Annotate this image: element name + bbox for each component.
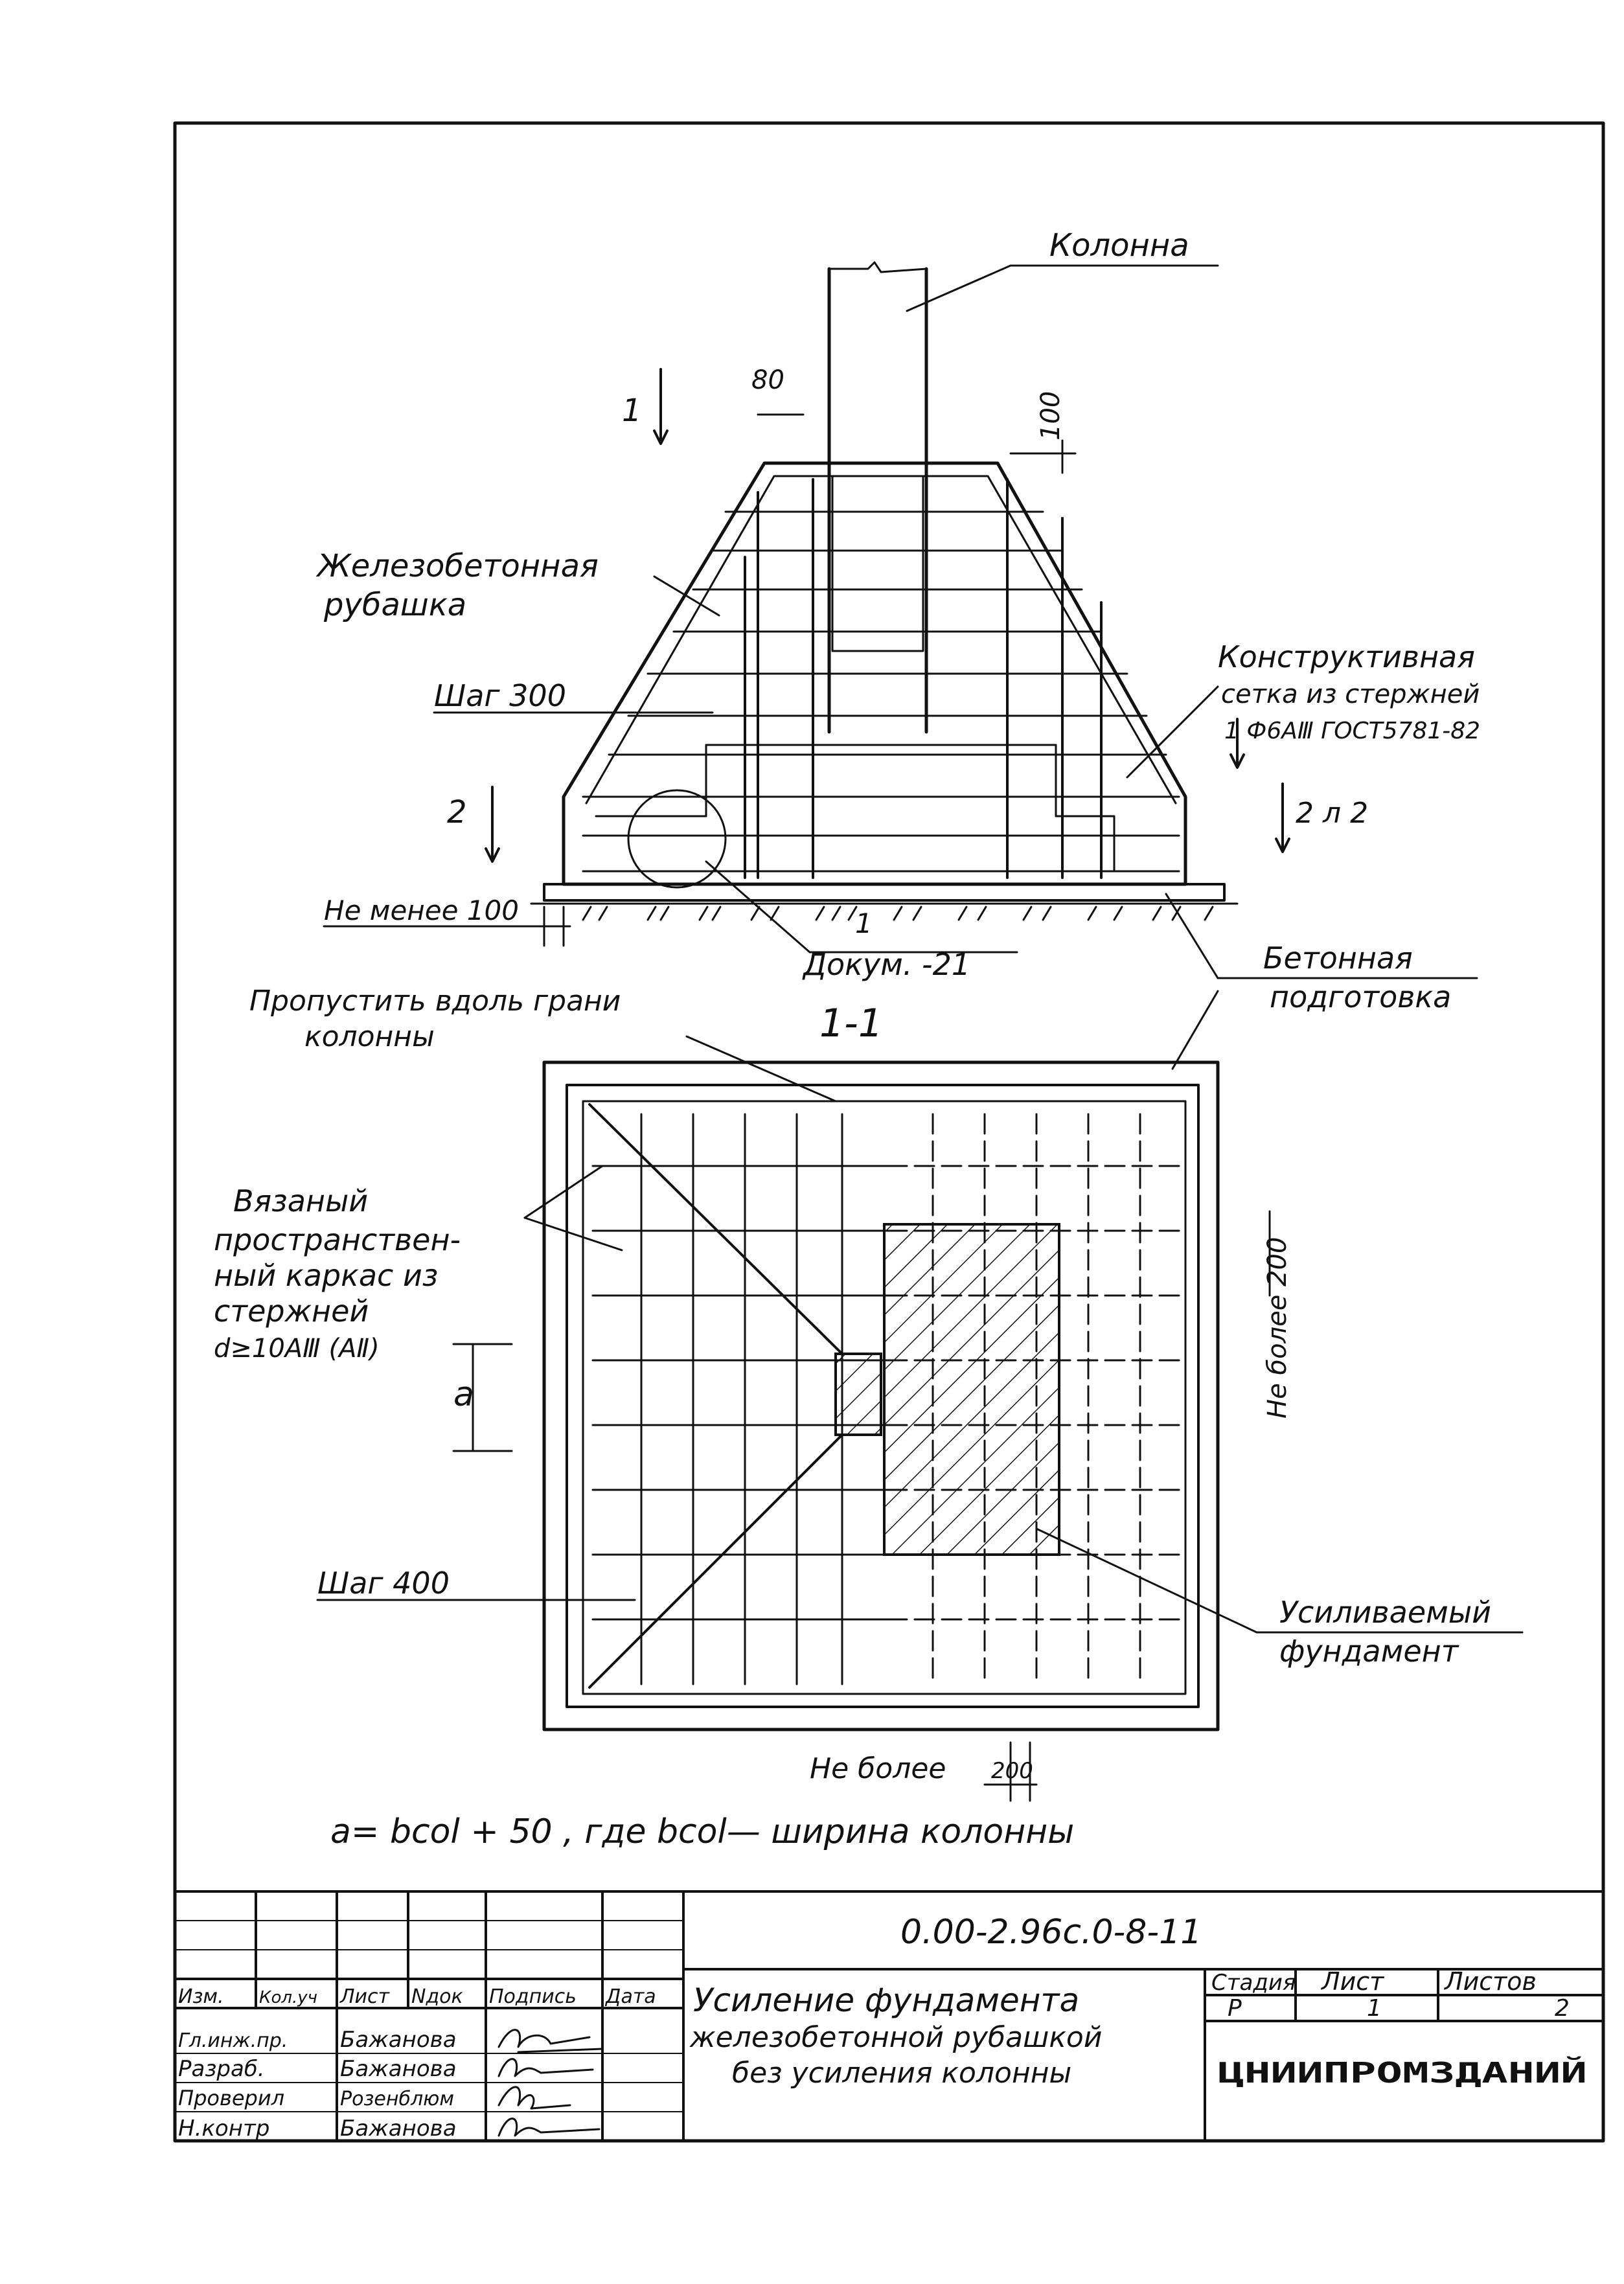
role-razrab: Разраб. bbox=[178, 2056, 265, 2082]
organization: ЦНИИПРОМЗДАНИЙ bbox=[1218, 2057, 1458, 2090]
leader-mesh bbox=[1127, 687, 1218, 777]
label-max-200-bottom: Не более bbox=[810, 1752, 946, 1785]
name-proveril: Розенблюм bbox=[340, 2088, 455, 2110]
label-step-400: Шаг 400 bbox=[317, 1566, 450, 1601]
section-title: 1-1 bbox=[819, 1001, 883, 1046]
label-mesh-1: Конструктивная bbox=[1218, 639, 1475, 674]
name-razrab: Бажанова bbox=[340, 2056, 457, 2082]
label-max-200-right: Не более 200 bbox=[1263, 1237, 1292, 1419]
name-gip: Бажанова bbox=[340, 2027, 457, 2053]
detail-circle bbox=[628, 790, 726, 887]
title-line-3: без усиления колонны bbox=[732, 2057, 1072, 2090]
column-section-hatch bbox=[836, 1354, 881, 1435]
plan-diagonal-top bbox=[589, 1104, 842, 1354]
sheets-value: 2 bbox=[1555, 1995, 1570, 2022]
column-in-jacket bbox=[832, 476, 923, 651]
col-header-list: Лист bbox=[340, 1985, 390, 2008]
label-mesh-2: сетка из стержней bbox=[1221, 679, 1480, 709]
label-section-1: 1 bbox=[622, 393, 642, 429]
sheets-label: Листов bbox=[1445, 1967, 1537, 1996]
leader-column bbox=[907, 266, 1011, 311]
col-header-ndok: Nдок bbox=[411, 1985, 463, 2008]
label-concrete-prep-2: подготовка bbox=[1270, 979, 1452, 1014]
label-pass-along-1: Пропустить вдоль грани bbox=[249, 985, 621, 1018]
plan-view bbox=[317, 991, 1522, 1801]
label-dokum-mark: 1 bbox=[855, 908, 873, 939]
plan-diagonal-bottom bbox=[589, 1435, 842, 1687]
label-max-200-bottom-val: 200 bbox=[991, 1758, 1033, 1784]
label-dim-a: a bbox=[453, 1375, 474, 1414]
sheet-value: 1 bbox=[1367, 1995, 1382, 2022]
formula: a= bcol + 50 , где bcol— ширина колонны bbox=[330, 1812, 1075, 1851]
label-cage-3: ный каркас из bbox=[214, 1258, 439, 1293]
label-dim-100: 100 bbox=[1036, 391, 1066, 440]
label-section-2-right: 2 л 2 bbox=[1296, 797, 1369, 830]
label-column: Колонна bbox=[1049, 227, 1189, 264]
leader-pass-along bbox=[687, 1036, 836, 1101]
role-nkontr: Н.контр bbox=[178, 2116, 270, 2141]
ground-hatch bbox=[583, 907, 1213, 920]
strengthened-foundation-hatch bbox=[884, 1224, 1059, 1555]
section-marks bbox=[486, 369, 1289, 862]
label-concrete-prep-1: Бетонная bbox=[1263, 941, 1413, 976]
label-section-2-left: 2 bbox=[447, 794, 467, 830]
title-line-2: железобетонной рубашкой bbox=[690, 2021, 1103, 2054]
col-header-kol: Кол.уч bbox=[259, 1988, 317, 2007]
label-strengthened-1: Усиливаемый bbox=[1279, 1595, 1492, 1630]
role-proveril: Проверил bbox=[178, 2086, 285, 2110]
old-footing-outline bbox=[596, 745, 1114, 871]
leader-prep bbox=[1166, 894, 1218, 978]
concrete-prep-slab bbox=[544, 884, 1224, 900]
label-rc-jacket-2: рубашка bbox=[324, 587, 467, 623]
label-pass-along-2: колонны bbox=[304, 1020, 435, 1053]
col-header-data: Дата bbox=[606, 1985, 656, 2008]
leader-prep-plan bbox=[1172, 991, 1218, 1069]
label-cage-5: d≥10AⅢ (AⅡ) bbox=[214, 1334, 380, 1364]
name-nkontr: Бажанова bbox=[340, 2116, 457, 2141]
label-strengthened-2: фундамент bbox=[1279, 1634, 1459, 1669]
elevation-view bbox=[324, 262, 1477, 978]
stage-label: Стадия bbox=[1211, 1970, 1296, 1996]
leader-cage-2 bbox=[525, 1218, 622, 1250]
label-min-100: Не менее 100 bbox=[324, 895, 519, 926]
role-gip: Гл.инж.пр. bbox=[178, 2029, 288, 2052]
column-break-line bbox=[829, 262, 926, 272]
label-cage-1: Вязаный bbox=[233, 1183, 369, 1218]
stage-value: Р bbox=[1228, 1995, 1242, 2022]
label-mesh-3: 1 Ф6АⅢ ГОСТ5781-82 bbox=[1224, 718, 1481, 744]
leader-jacket bbox=[654, 577, 719, 615]
label-cage-4: стержней bbox=[214, 1294, 369, 1329]
label-rc-jacket-1: Железобетонная bbox=[317, 548, 599, 584]
label-dokum: Докум. -21 bbox=[803, 947, 971, 982]
label-step-300: Шаг 300 bbox=[434, 678, 566, 713]
title-line-1: Усиление фундамента bbox=[693, 1981, 1080, 2019]
leader-cage-1 bbox=[525, 1166, 602, 1218]
doc-code: 0.00-2.96с.0-8-11 bbox=[900, 1913, 1202, 1952]
col-header-podpis: Подпись bbox=[489, 1985, 577, 2008]
label-dim-80: 80 bbox=[751, 365, 784, 395]
col-header-izm: Изм. bbox=[178, 1985, 224, 2008]
sheet-label: Лист bbox=[1321, 1967, 1384, 1996]
leader-strengthened bbox=[1036, 1529, 1257, 1632]
rebar-horizontals bbox=[583, 512, 1179, 871]
label-cage-2: пространствен- bbox=[214, 1222, 461, 1257]
